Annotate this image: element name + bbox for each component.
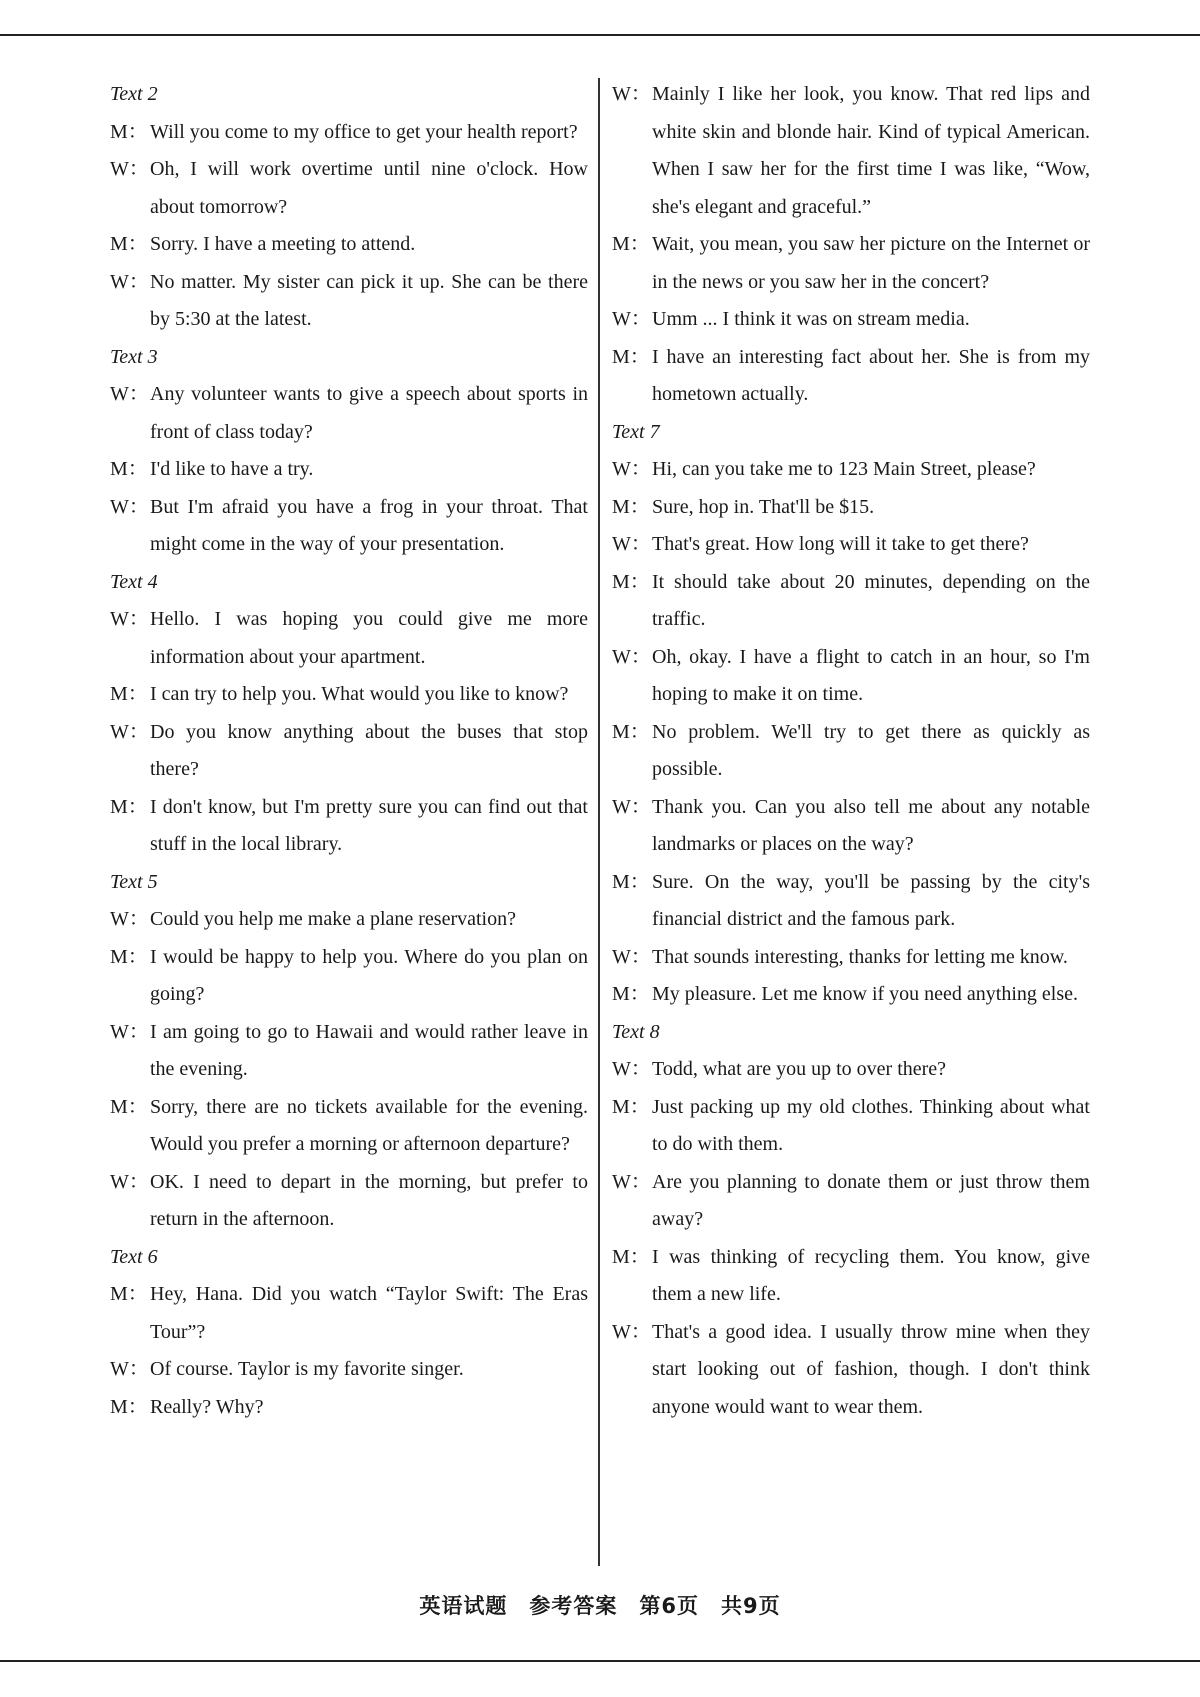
speaker-label: M：	[110, 120, 148, 143]
dialogue-line	[110, 376, 588, 451]
dialogue-line	[612, 939, 1090, 977]
speaker-label: M：	[612, 1245, 650, 1268]
dialogue-text: No matter. My sister can pick it up. She can be there by 5:30 at the latest.	[150, 270, 588, 330]
dialogue-line	[110, 451, 588, 489]
dialogue-text: Umm ... I think it was on stream media.	[652, 308, 970, 330]
dialogue-line	[110, 939, 588, 1014]
dialogue-line	[612, 789, 1090, 864]
speaker-label: M：	[612, 345, 650, 368]
dialogue-line	[612, 864, 1090, 939]
dialogue-line	[110, 151, 588, 226]
dialogue-text: Sure. On the way, you'll be passing by the city's financial district and the famous park.	[652, 870, 1090, 930]
dialogue-text: Oh, I will work overtime until nine o'clock. How about tomorrow?	[150, 158, 588, 218]
section-title: Text 5	[110, 870, 158, 893]
left-column	[110, 76, 588, 1426]
dialogue-line	[612, 226, 1090, 301]
dialogue-text: OK. I need to depart in the morning, but prefer to return in the afternoon.	[150, 1170, 588, 1230]
speaker-label: M：	[612, 983, 650, 1005]
speaker-label: M：	[110, 1283, 148, 1305]
dialogue-line	[612, 564, 1090, 639]
section-title: Text 7	[612, 420, 660, 443]
speaker-label: M：	[612, 233, 650, 255]
dialogue-text: Hi, can you take me to 123 Main Street, please?	[652, 458, 1036, 480]
speaker-label: W：	[110, 1358, 149, 1380]
dialogue-line	[110, 114, 588, 152]
dialogue-text: I'd like to have a try.	[150, 458, 314, 480]
dialogue-line	[612, 526, 1090, 564]
dialogue-text: That's great. How long will it take to get there?	[652, 533, 1029, 555]
dialogue-line	[612, 339, 1090, 414]
column-divider	[598, 78, 600, 1566]
dialogue-text: Sorry, there are no tickets available for the evening. Would you prefer a morning or afternoon departure?	[150, 1095, 588, 1155]
speaker-label: W：	[110, 383, 149, 405]
bottom-rule	[0, 1660, 1200, 1662]
dialogue-line	[110, 676, 588, 714]
dialogue-line	[110, 714, 588, 789]
page-footer: 英语试题 参考答案 第6页 共9页	[419, 1594, 781, 1618]
speaker-label: M：	[612, 1095, 650, 1118]
right-column	[612, 76, 1090, 1426]
dialogue-text: That sounds interesting, thanks for letting me know.	[652, 945, 1068, 968]
dialogue-line	[612, 714, 1090, 789]
dialogue-line	[612, 451, 1090, 489]
dialogue-line	[110, 1014, 588, 1089]
dialogue-text: My pleasure. Let me know if you need anything else.	[652, 983, 1078, 1005]
speaker-label: W：	[110, 1020, 149, 1043]
dialogue-text: Do you know anything about the buses that stop there?	[150, 720, 588, 780]
dialogue-line	[612, 1164, 1090, 1239]
section-title: Text 3	[110, 345, 158, 368]
dialogue-line	[612, 489, 1090, 527]
speaker-label: W：	[110, 608, 149, 630]
speaker-label: W：	[612, 83, 651, 105]
dialogue-text: Any volunteer wants to give a speech about sports in front of class today?	[150, 383, 588, 443]
speaker-label: W：	[612, 1170, 651, 1193]
dialogue-text: I can try to help you. What would you like to know?	[150, 683, 569, 705]
section-title: Text 2	[110, 83, 158, 105]
speaker-label: W：	[612, 945, 651, 968]
dialogue-line	[110, 1351, 588, 1389]
dialogue-text: That's a good idea. I usually throw mine when they start looking out of fashion, though. I don't think anyone would want to wear them.	[652, 1320, 1090, 1418]
dialogue-line	[612, 976, 1090, 1014]
speaker-label: M：	[110, 1395, 148, 1418]
dialogue-text: Could you help me make a plane reservation?	[150, 908, 516, 930]
speaker-label: W：	[110, 720, 149, 743]
dialogue-text: Oh, okay. I have a flight to catch in an hour, so I'm hoping to make it on time.	[652, 645, 1090, 705]
speaker-label: M：	[612, 570, 650, 593]
speaker-label: M：	[110, 233, 148, 255]
dialogue-line	[612, 1314, 1090, 1427]
speaker-label: M：	[110, 1095, 148, 1118]
dialogue-text: Todd, what are you up to over there?	[652, 1058, 947, 1080]
dialogue-text: Hello. I was hoping you could give me more information about your apartment.	[150, 608, 588, 668]
speaker-label: W：	[612, 308, 651, 330]
speaker-label: W：	[612, 1058, 651, 1080]
speaker-label: W：	[110, 495, 149, 518]
dialogue-text: Just packing up my old clothes. Thinking about what to do with them.	[652, 1095, 1090, 1155]
speaker-label: M：	[110, 945, 148, 968]
speaker-label: W：	[110, 158, 149, 180]
dialogue-line	[110, 601, 588, 676]
dialogue-text: I am going to go to Hawaii and would rather leave in the evening.	[150, 1020, 588, 1080]
dialogue-text: Sure, hop in. That'll be $15.	[652, 495, 875, 518]
dialogue-text: I was thinking of recycling them. You know, give them a new life.	[652, 1245, 1090, 1305]
dialogue-line	[110, 1089, 588, 1164]
dialogue-text: Thank you. Can you also tell me about any notable landmarks or places on the way?	[652, 795, 1090, 855]
dialogue-line	[612, 1051, 1090, 1089]
speaker-label: W：	[110, 1170, 149, 1193]
speaker-label: M：	[612, 720, 650, 743]
section-title: Text 4	[110, 570, 158, 593]
dialogue-line	[110, 1164, 588, 1239]
dialogue-text: Sorry. I have a meeting to attend.	[150, 233, 416, 255]
dialogue-text: Will you come to my office to get your health report?	[150, 120, 578, 143]
dialogue-text: Hey, Hana. Did you watch “Taylor Swift: The Eras Tour”?	[150, 1283, 588, 1343]
speaker-label: M：	[612, 870, 650, 893]
dialogue-line	[110, 226, 588, 264]
dialogue-text: It should take about 20 minutes, depending on the traffic.	[652, 570, 1090, 630]
dialogue-text: I have an interesting fact about her. She is from my hometown actually.	[652, 345, 1090, 405]
dialogue-text: I don't know, but I'm pretty sure you can find out that stuff in the local library.	[150, 795, 588, 855]
section-title: Text 6	[110, 1245, 158, 1268]
dialogue-text: Mainly I like her look, you know. That red lips and white skin and blonde hair. Kind of typical American. When I saw her for the first time I was like, “Wow, she's elegant and graceful.”	[652, 83, 1090, 218]
speaker-label: M：	[110, 683, 148, 705]
dialogue-line	[110, 489, 588, 564]
speaker-label: W：	[612, 1320, 651, 1343]
dialogue-line	[110, 1389, 588, 1427]
dialogue-line	[110, 901, 588, 939]
speaker-label: W：	[612, 533, 651, 555]
dialogue-line	[612, 1239, 1090, 1314]
dialogue-text: Are you planning to donate them or just throw them away?	[652, 1170, 1090, 1230]
speaker-label: M：	[612, 495, 650, 518]
dialogue-text: Really? Why?	[150, 1395, 264, 1418]
dialogue-line	[110, 264, 588, 339]
dialogue-line	[612, 301, 1090, 339]
dialogue-text: No problem. We'll try to get there as quickly as possible.	[652, 720, 1090, 780]
speaker-label: M：	[110, 795, 148, 818]
dialogue-text: But I'm afraid you have a frog in your throat. That might come in the way of your presentation.	[150, 495, 588, 555]
speaker-label: W：	[612, 645, 651, 668]
dialogue-line	[612, 639, 1090, 714]
dialogue-line	[110, 789, 588, 864]
speaker-label: W：	[612, 795, 651, 818]
dialogue-line	[110, 1276, 588, 1351]
speaker-label: W：	[110, 270, 149, 293]
dialogue-text: Of course. Taylor is my favorite singer.	[150, 1358, 464, 1380]
speaker-label: M：	[110, 458, 148, 480]
dialogue-text: I would be happy to help you. Where do you plan on going?	[150, 945, 588, 1005]
section-title: Text 8	[612, 1020, 660, 1043]
dialogue-line	[612, 1089, 1090, 1164]
top-rule	[0, 34, 1200, 36]
speaker-label: W：	[110, 908, 149, 930]
dialogue-line	[612, 76, 1090, 226]
speaker-label: W：	[612, 458, 651, 480]
dialogue-text: Wait, you mean, you saw her picture on the Internet or in the news or you saw her in the concert?	[652, 233, 1090, 293]
